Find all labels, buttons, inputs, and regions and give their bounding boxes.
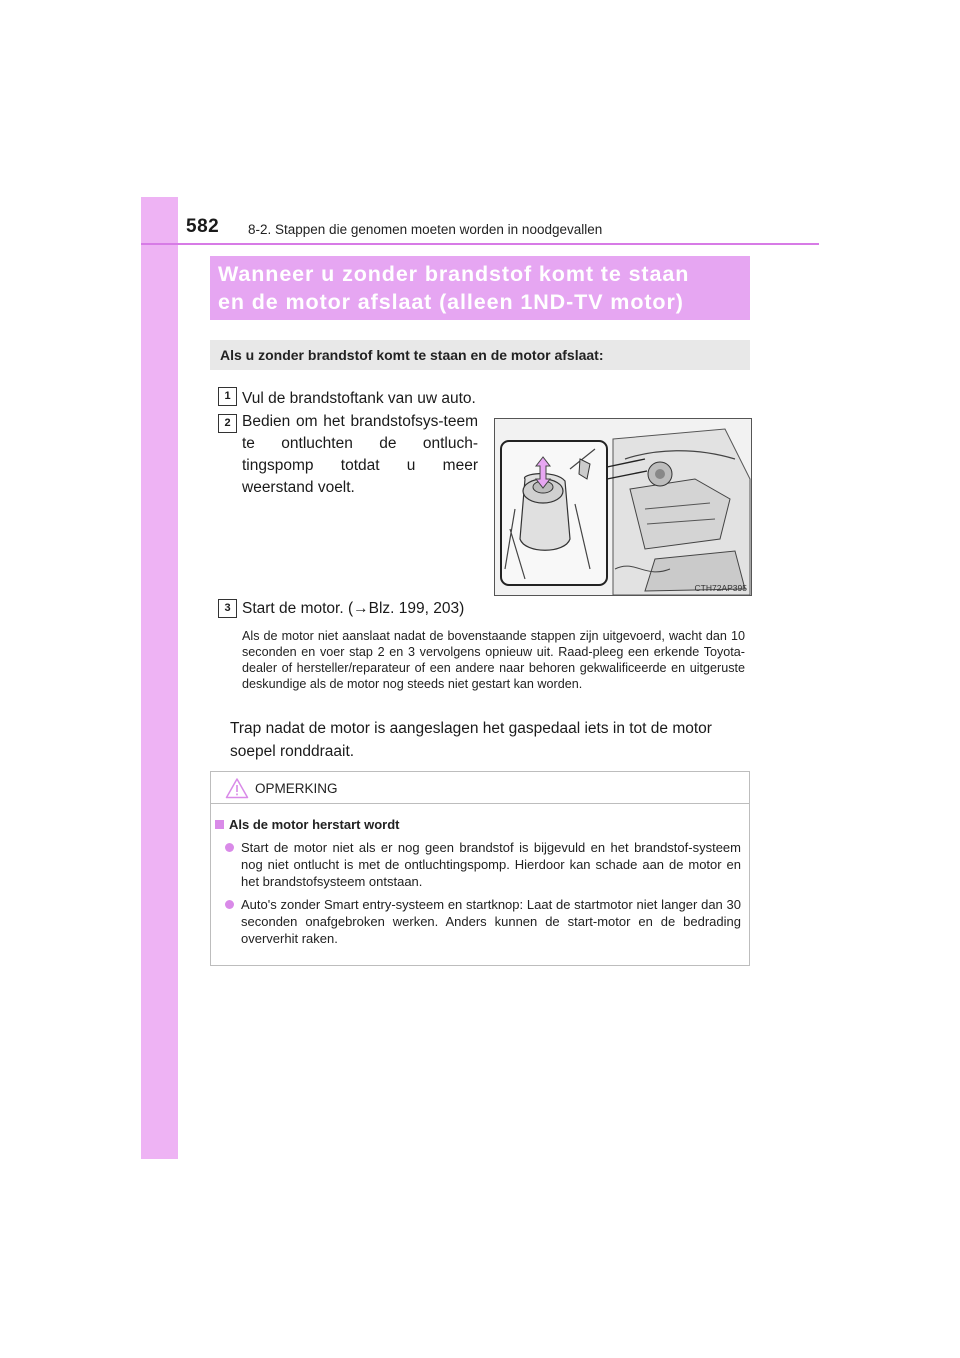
figure-code: CTH72AP395 (694, 583, 747, 593)
bullet-dot-icon (225, 843, 234, 852)
warning-triangle-icon (225, 777, 249, 799)
after-start-text: Trap nadat de motor is aangeslagen het gaspedaal iets in tot de motor soepel ronddraait. (230, 720, 712, 760)
square-bullet-icon (215, 820, 224, 829)
notice-bullet-2-text: Auto's zonder Smart entry-systeem en startknop: Laat de startmotor niet langer dan 30 seconden onafgebroken werken. Anders kunnen de start-motor en de bedrading oververhit raken. (241, 897, 741, 946)
notice-bullet-1 (225, 839, 741, 890)
notice-label: OPMERKING (255, 781, 338, 796)
section-header: 8-2. Stappen die genomen moeten worden in noodgevallen (248, 222, 603, 237)
notice-bullet-2 (225, 896, 741, 947)
step-note: Als de motor niet aanslaat nadat de bovenstaande stappen zijn uitgevoerd, wacht dan 10 seconden en voer stap 2 en 3 vervolgens opnieuw uit. Raad-pleeg een erkende Toyota-dealer of hersteller/reparateur of een andere naar behoren gekwalificeerde en uitgeruste deskundige als de motor nog steeds niet gestart kan worden. (242, 629, 745, 691)
step-1-text: Vul de brandstoftank van uw auto. (242, 390, 476, 407)
notice-box (210, 771, 750, 966)
step-number-1: 1 (218, 387, 237, 406)
page-number: 582 (186, 216, 220, 237)
notice-subheading (215, 817, 399, 832)
bullet-dot-icon (225, 900, 234, 909)
title-line-2: en de motor afslaat (alleen 1ND-TV motor) (218, 290, 684, 314)
header-rule (141, 243, 819, 245)
step-2-text: Bedien om het brandstofsys-teem te ontluchten de ontluch-tingspomp totdat u meer weerstand voelt. (242, 413, 478, 496)
sidebar-strip (141, 197, 178, 1159)
step-number-2: 2 (218, 414, 237, 433)
engine-illustration (495, 419, 751, 595)
notice-header (211, 772, 749, 804)
subheader (210, 340, 750, 370)
engine-bay-figure (494, 418, 752, 596)
notice-bullet-1-text: Start de motor niet als er nog geen brandstof is bijgevuld en het brandstof-systeem nog niet ontlucht is met de ontluchtingspomp. Hierdoor kan schade aan de motor en het brandstofsysteem ontstaan. (241, 840, 741, 889)
title-line-1: Wanneer u zonder brandstof komt te staan (218, 262, 690, 286)
step-3-text: Start de motor. (→Blz. 199, 203) (242, 600, 465, 617)
step-number-3: 3 (218, 599, 237, 618)
subheader-text: Als u zonder brandstof komt te staan en de motor afslaat: (220, 347, 604, 363)
notice-subheading-text: Als de motor herstart wordt (229, 817, 400, 832)
title-box (210, 256, 750, 320)
